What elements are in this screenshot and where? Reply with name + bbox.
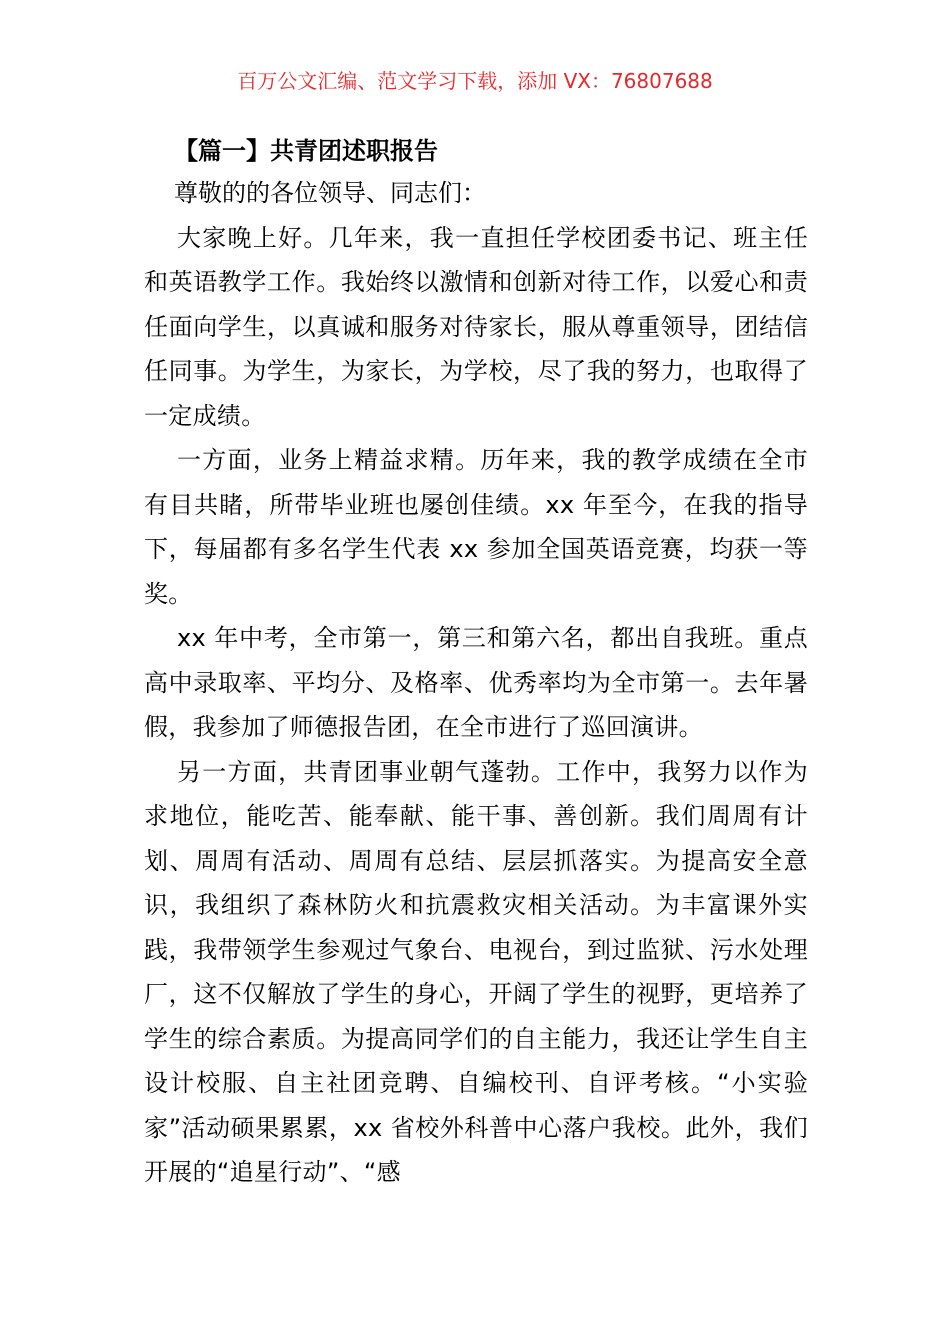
paragraph: xx 年中考，全市第一，第三和第六名，都出自我班。重点高中录取率、平均分、及格率、优秀率均为全市第一。去年暑假，我参加了师德报告团，在全市进行了巡回演讲。	[144, 624, 808, 741]
paragraph: 一方面，业务上精益求精。历年来，我的教学成绩在全市有目共睹，所带毕业班也屡创佳绩。xx 年至今，在我的指导下，每届都有多名学生代表 xx 参加全国英语竞赛，均获一等奖。	[144, 446, 808, 608]
document-body	[144, 131, 808, 1195]
salutation: 尊敬的的各位领导、同志们：	[174, 179, 486, 207]
paragraph: 另一方面，共青团事业朝气蓬勃。工作中，我努力以作为求地位，能吃苦、能奉献、能干事、善创新。我们周周有计划、周周有活动、周周有总结、层层抓落实。为提高安全意识，我组织了森林防火和抗震救灾相关活动。为丰富课外实践，我带领学生参观过气象台、电视台，到过监狱、污水处理厂，这不仅解放了学生的身心，开阔了学生的视野，更培养了学生的综合素质。为提高同学们的自主能力，我还让学生自主设计校服、自主社团竞聘、自编校刊、自评考核。“小实验家”活动硕果累累，xx 省校外科普中心落户我校。此外，我们开展的“追星行动”、“感	[144, 757, 808, 1186]
paragraph: 大家晚上好。几年来，我一直担任学校团委书记、班主任和英语教学工作。我始终以激情和创新对待工作，以爱心和责任面向学生，以真诚和服务对待家长，服从尊重领导，团结信任同事。为学生，为家长，为学校，尽了我的努力，也取得了一定成绩。	[144, 223, 808, 430]
document-title: 【篇一】共青团述职报告	[174, 137, 438, 165]
header-banner: 百万公文汇编、范文学习下载，添加 VX：76807688	[237, 69, 713, 93]
